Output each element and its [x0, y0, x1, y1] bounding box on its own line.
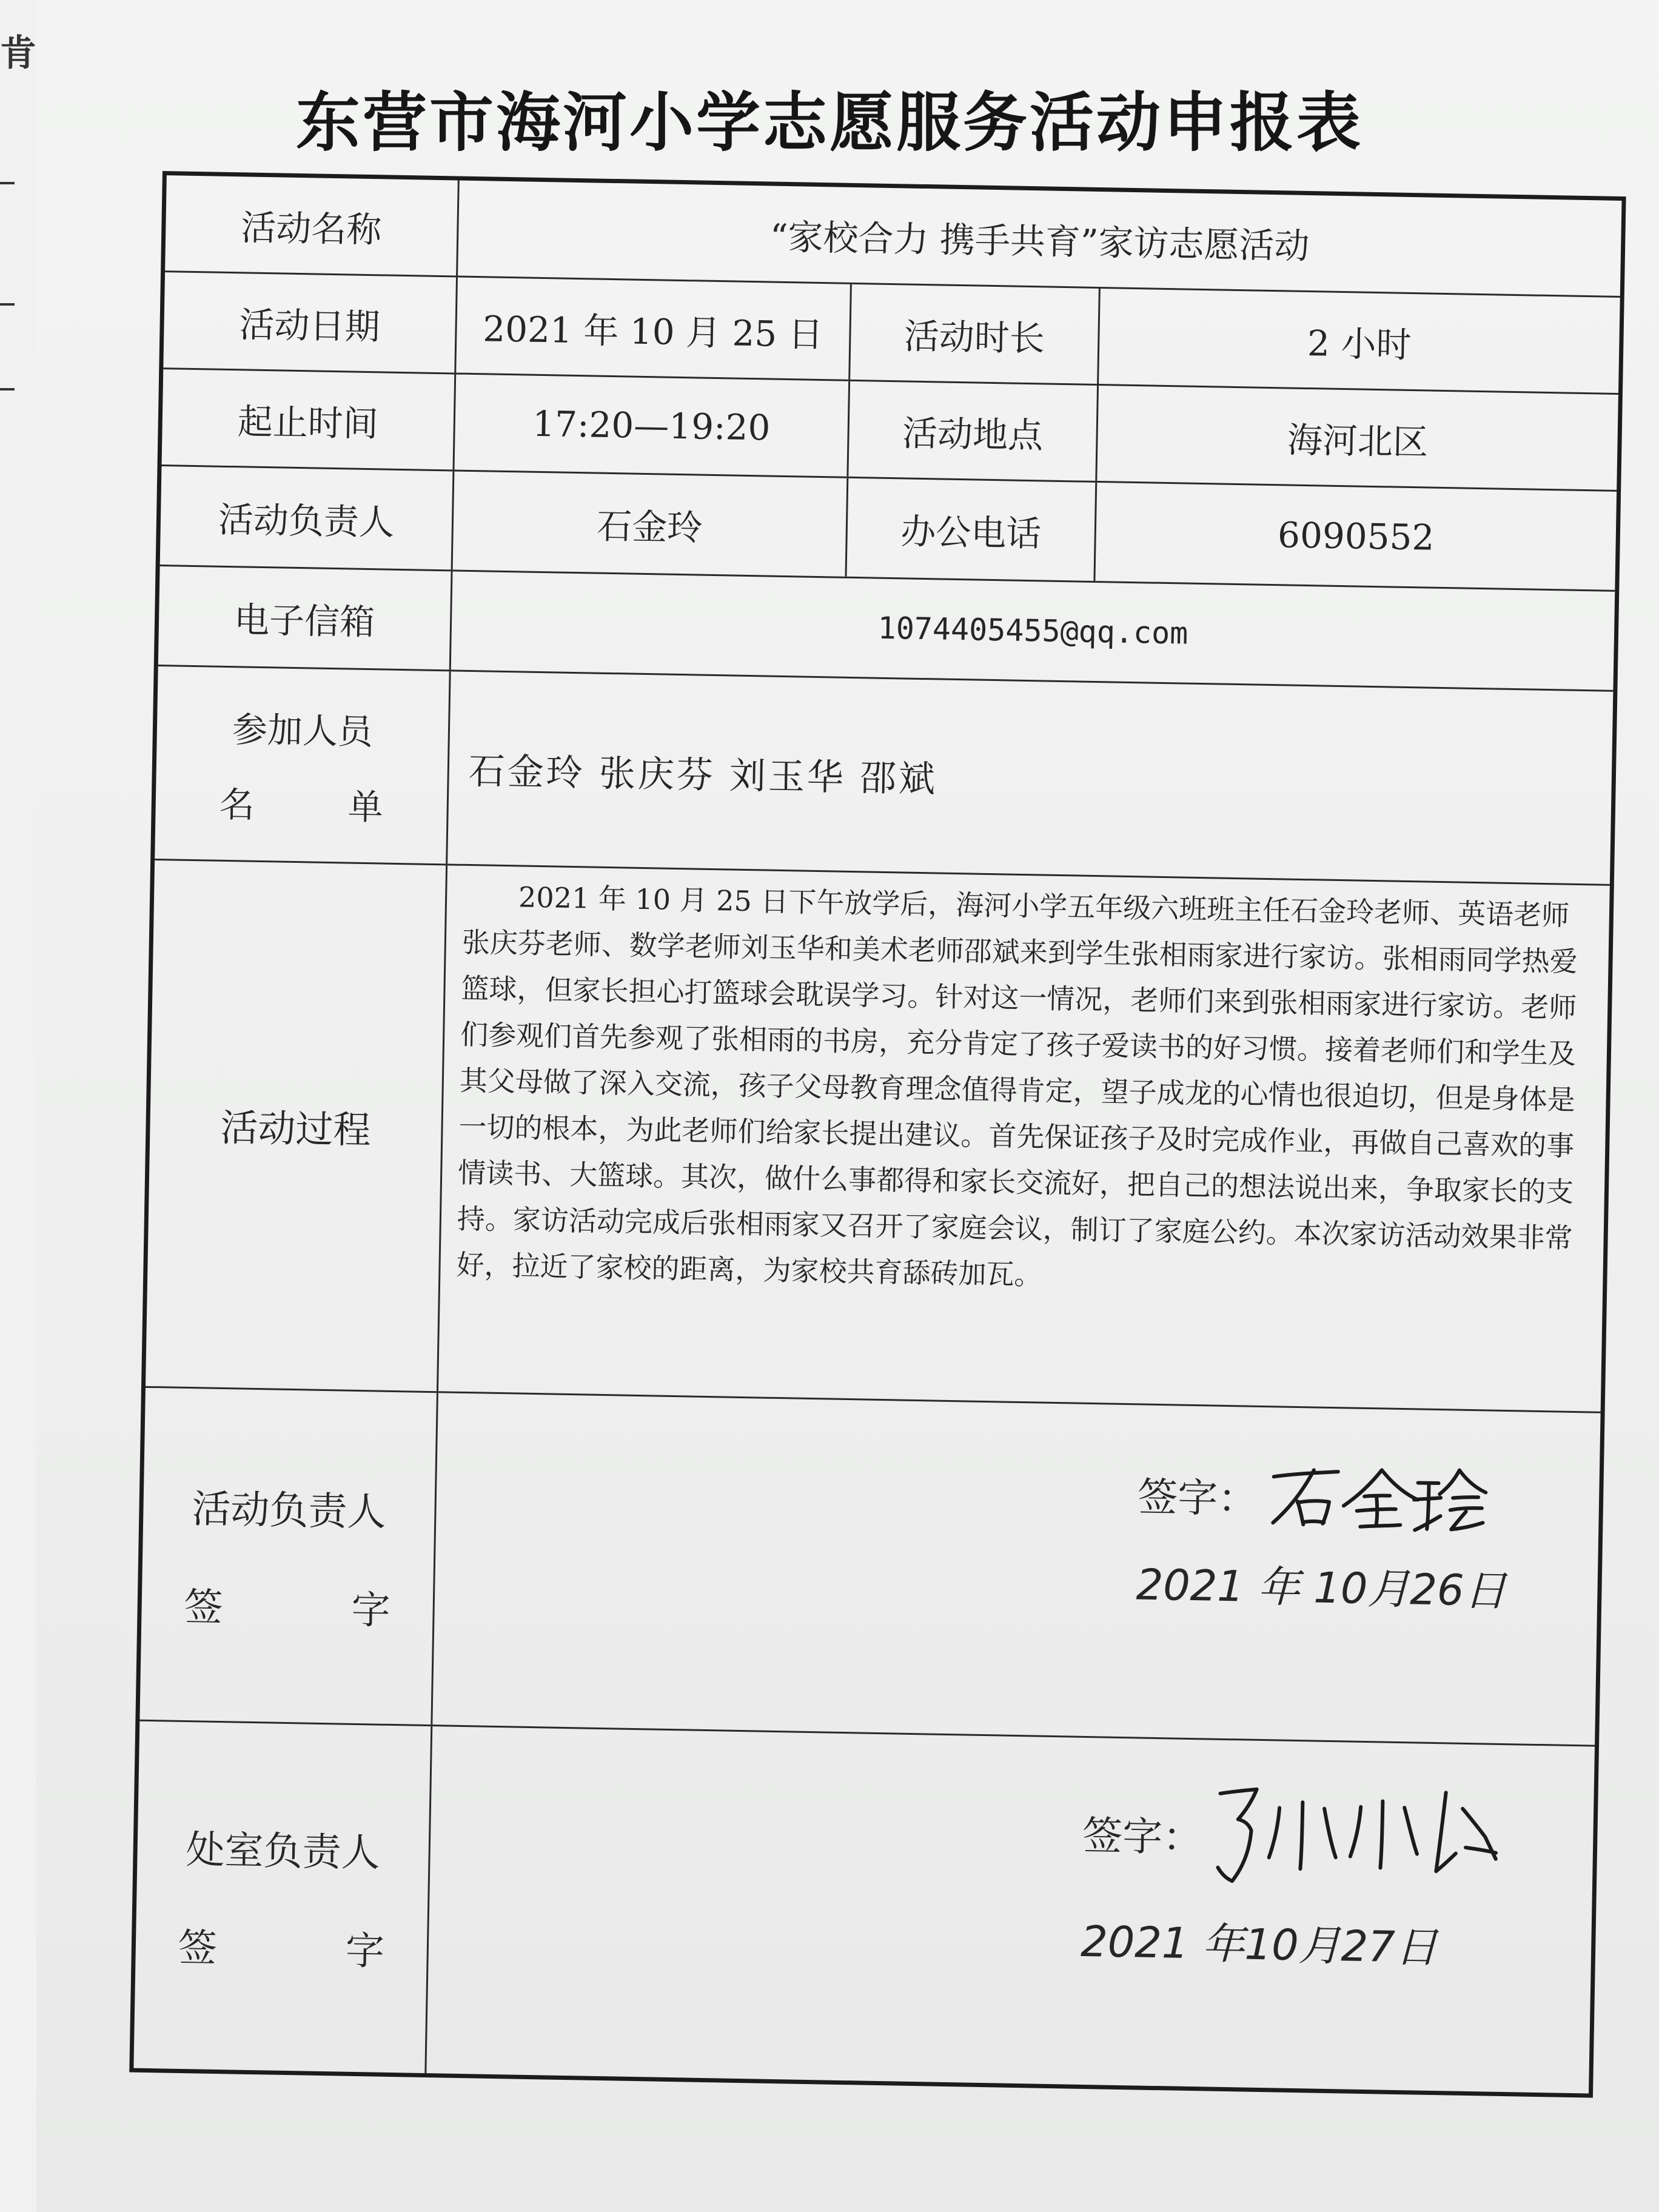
value-activity-name: “家校合力 携手共育”家访志愿活动 [456, 180, 1621, 295]
label-participants-char-b: 单 [347, 786, 384, 828]
office-signature-area [424, 1726, 1595, 2093]
leader-handwritten-signature [1265, 1456, 1497, 1539]
leader-signature-date: 2021 年 10月26日 [1136, 1560, 1507, 1617]
label-location: 活动地点 [846, 381, 1097, 481]
value-email: 1074405455@qq.com [449, 571, 1615, 689]
label-process: 活动过程 [220, 1105, 372, 1153]
value-phone: 6090552 [1093, 483, 1617, 590]
office-handwritten-signature [1210, 1777, 1503, 1897]
underlying-page-character: 肯 [0, 32, 36, 75]
value-location: 海河北区 [1095, 386, 1618, 490]
underlying-page-mark [0, 182, 15, 184]
label-participants-char-a: 名 [219, 783, 255, 826]
label-time-range: 起止时间 [237, 400, 379, 444]
leader-signature-block [1136, 1453, 1509, 1618]
label-office-sign-char-a: 签 [178, 1925, 218, 1972]
office-signature-block [1080, 1774, 1503, 1976]
label-activity-date: 活动日期 [238, 303, 381, 347]
label-leader: 活动负责人 [218, 498, 395, 543]
application-form-table [129, 171, 1626, 2098]
document-title: 东营市海河小学志愿服务活动申报表 [296, 84, 1363, 160]
label-office-signature [133, 1721, 431, 2073]
underlying-page-edge [0, 0, 38, 2212]
value-duration: 2 小时 [1097, 289, 1620, 393]
label-activity-name: 活动名称 [240, 206, 382, 250]
row-process [146, 860, 1610, 1413]
label-leader-signature [139, 1388, 436, 1724]
row-leader-signature [139, 1388, 1600, 1747]
label-office-sign-char-b: 字 [345, 1928, 385, 1974]
value-time-range: 17:20—19:20 [452, 374, 848, 476]
label-leader-sign-char-a: 签 [184, 1584, 224, 1631]
label-participants [155, 666, 449, 863]
value-process-text: 2021 年 10 月 25 日下午放学后，海河小学五年级六班班主任石金玲老师、英语老师张庆芬老师、数学老师刘玉华和美术老师邵斌来到学生张相雨家进行家访。张相雨同学热爱篮球，但家长担心打篮球会耽误学习。针对这一情况，老师们来到张相雨家进行家访。老师们参观们首先参观了张相雨的书房，充分肯定了孩子爱读书的好习惯。接着老师们和学生及其父母做了深入交流，孩子父母教育理念值得肯定，望子成龙的心情也很迫切，但是身体是一切的根本，为此老师们给家长提出建议。首先保证孩子及时完成作业，再做自己喜欢的事情读书、大篮球。其次，做什么事都得和家长交流好，把自己的想法说出来，争取家长的支持。家访活动完成后张相雨家又召开了家庭会议，制订了家庭公约。本次家访活动效果非常好，拉近了家校的距离，为家校共育舔砖加瓦。 [437, 865, 1610, 1411]
label-email: 电子信箱 [233, 599, 375, 643]
label-office-sign-line1: 处室负责人 [186, 1828, 381, 1876]
label-duration: 活动时长 [848, 284, 1099, 384]
value-leader: 石金玲 [451, 471, 847, 576]
label-phone: 办公电话 [845, 478, 1096, 581]
office-signature-date: 2021 年10月27日 [1080, 1916, 1438, 1973]
underlying-page-mark [0, 388, 15, 390]
office-sign-prefix: 签字： [1082, 1812, 1203, 1861]
label-leader-sign-char-b: 字 [350, 1587, 391, 1634]
leader-signature-area [431, 1393, 1600, 1744]
value-participants: 石金玲 张庆芬 刘玉华 邵斌 [446, 671, 1613, 883]
value-activity-date: 2021 年 10 月 25 日 [454, 277, 850, 379]
underlying-page-mark [0, 303, 15, 306]
label-participants-line1: 参加人员 [232, 708, 374, 752]
label-leader-sign-line1: 活动负责人 [191, 1486, 387, 1535]
row-participants [155, 666, 1613, 886]
row-office-signature [133, 1721, 1595, 2094]
leader-sign-prefix: 签字： [1137, 1473, 1258, 1523]
